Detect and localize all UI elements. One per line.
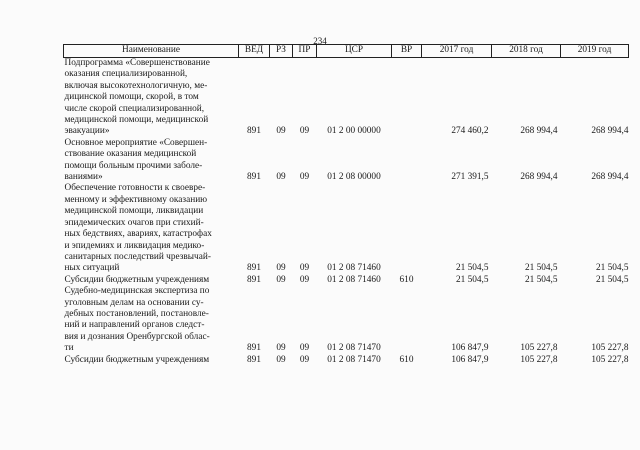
- row-2018: 268 994,4: [520, 172, 558, 183]
- row-name-line: ствование оказания медицинской: [64, 149, 197, 160]
- budget-table: [63, 44, 629, 366]
- row-name-line: включая высокотехнологичную, ме-: [64, 80, 208, 91]
- row-csr: 01 2 00 00000: [327, 126, 381, 137]
- row-name-line: эпидемических очагов при стихий-: [64, 217, 204, 228]
- header-csr: ЦСР: [317, 45, 392, 58]
- row-name-line: дицинской помощи, скорой, в том: [64, 92, 199, 103]
- row-name-line: Основное мероприятие «Совершен-: [64, 137, 208, 148]
- row-ved: 891: [247, 274, 261, 285]
- row-name: [64, 58, 239, 138]
- row-name-line: медицинской помощи, ликвидации: [64, 206, 204, 217]
- row-2019: 268 994,4: [591, 126, 629, 137]
- row-name-line: ных ситуаций: [64, 263, 120, 274]
- row-2017: 271 391,5: [451, 172, 489, 183]
- row-ved: 891: [247, 343, 261, 354]
- row-ved: 891: [247, 172, 261, 183]
- row-name-line: вия и дознания Оренбургской облас-: [64, 331, 210, 342]
- page-number: 234: [313, 36, 327, 46]
- row-name-line: помощи больным прочими заболе-: [64, 160, 203, 171]
- row-2019: 105 227,8: [591, 343, 629, 354]
- row-2017: 21 504,5: [455, 263, 489, 274]
- row-name-line: Подпрограмма «Совершенствование: [64, 58, 210, 68]
- row-pr: 09: [299, 126, 310, 137]
- row-csr: 01 2 08 71460: [327, 274, 381, 285]
- row-name-line: медицинской помощи, медицинской: [64, 115, 209, 126]
- row-name-line: менному и эффективному оказанию: [64, 194, 208, 205]
- row-name-line: ваниями»: [64, 172, 103, 183]
- row-2018: 21 504,5: [524, 263, 558, 274]
- row-name: [64, 355, 239, 366]
- row-2018: 105 227,8: [520, 343, 558, 354]
- row-name-line: оказания специализированной,: [64, 69, 188, 80]
- header-2019: 2019 год: [561, 45, 629, 58]
- header-ved: ВЕД: [239, 45, 270, 58]
- row-vr: 610: [399, 354, 414, 365]
- row-name-line: дебных постановлений, постановле-: [64, 308, 209, 319]
- row-vr: 610: [399, 274, 414, 285]
- row-name-line: санитарных последствий чрезвычай-: [64, 251, 211, 262]
- row-csr: 01 2 08 71470: [327, 354, 381, 365]
- row-2018: 268 994,4: [520, 126, 558, 137]
- header-2017: 2017 год: [422, 45, 492, 58]
- row-csr: 01 2 08 71470: [327, 343, 381, 354]
- row-rz: 09: [276, 343, 286, 354]
- row-vr: [392, 286, 422, 354]
- row-pr: 09: [299, 274, 310, 285]
- header-pr: ПР: [293, 45, 317, 58]
- table-row: [64, 355, 629, 366]
- row-name-line: и эпидемиях и ликвидация медико-: [64, 240, 205, 251]
- row-vr: [392, 58, 422, 138]
- row-2019: 21 504,5: [595, 274, 629, 285]
- row-2017: 106 847,9: [451, 354, 489, 365]
- row-rz: 09: [276, 274, 286, 285]
- table-header: [64, 45, 629, 58]
- row-pr: 09: [299, 172, 310, 183]
- row-name: [64, 138, 239, 184]
- row-name: [64, 286, 239, 354]
- row-name-line: Обеспечение готовности к своевре-: [64, 183, 206, 194]
- row-rz: 09: [276, 126, 286, 137]
- header-rz: РЗ: [270, 45, 293, 58]
- header-vr: ВР: [392, 45, 422, 58]
- row-rz: 09: [276, 354, 286, 365]
- row-2019: 21 504,5: [595, 263, 629, 274]
- row-name-line: Субсидии бюджетным учреждениям: [64, 354, 210, 365]
- row-name-line: Субсидии бюджетным учреждениям: [64, 274, 210, 285]
- row-vr: [392, 138, 422, 184]
- row-name-line: ти: [64, 343, 74, 354]
- header-2018: 2018 год: [492, 45, 561, 58]
- table-row: [64, 286, 629, 354]
- table-row: [64, 138, 629, 184]
- row-name-line: ний и направлений органов следст-: [64, 320, 205, 331]
- row-rz: 09: [276, 263, 286, 274]
- table-row: [64, 275, 629, 286]
- row-pr: 09: [299, 343, 310, 354]
- table-row: [64, 183, 629, 274]
- row-name-line: ных бедствиях, авариях, катастрофах: [64, 229, 212, 240]
- header-name: Наименование: [64, 45, 239, 58]
- row-name-line: уголовным делам на основании су-: [64, 297, 204, 308]
- row-name: [64, 275, 239, 286]
- row-name-line: эвакуации»: [64, 126, 110, 137]
- row-2018: 105 227,8: [520, 354, 558, 365]
- row-pr: 09: [299, 354, 310, 365]
- row-2018: 21 504,5: [524, 274, 558, 285]
- row-ved: 891: [247, 354, 261, 365]
- table-body: [64, 58, 629, 366]
- row-2019: 268 994,4: [591, 172, 629, 183]
- row-name-line: Судебно-медицинская экспертиза по: [64, 286, 210, 297]
- row-csr: 01 2 08 71460: [327, 263, 381, 274]
- row-2017: 106 847,9: [451, 343, 489, 354]
- row-vr: [392, 183, 422, 274]
- row-csr: 01 2 08 00000: [327, 172, 381, 183]
- row-2017: 21 504,5: [455, 274, 489, 285]
- row-ved: 891: [247, 126, 261, 137]
- row-2019: 105 227,8: [591, 354, 629, 365]
- row-ved: 891: [247, 263, 261, 274]
- row-pr: 09: [299, 263, 310, 274]
- row-name: [64, 183, 239, 274]
- row-name-line: числе скорой специализированной,: [64, 103, 205, 114]
- row-rz: 09: [276, 172, 286, 183]
- row-2017: 274 460,2: [451, 126, 489, 137]
- table-row: [64, 58, 629, 138]
